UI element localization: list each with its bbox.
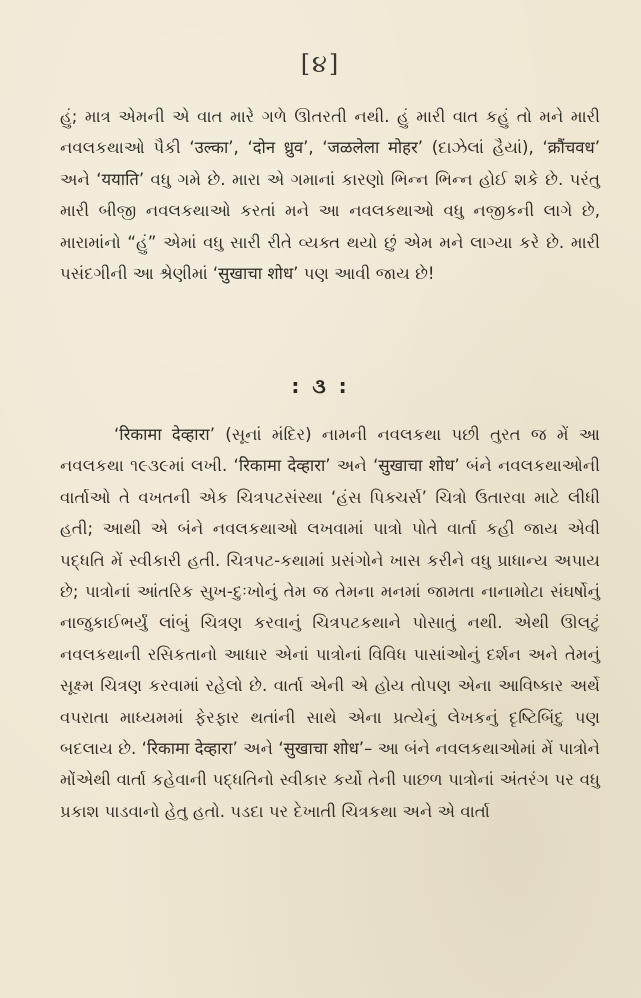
page-number: [૪] bbox=[300, 50, 341, 78]
paragraph-continued: હું; માત્ર એમની એ વાત મારે ગળે ઊતરતી નથી. હું મારી વાત કહું તો મને મારી નવલકથાઓ પૈકી ‘उल्का’, ‘दोन ध्रुव’, ‘जळलेला मोहर’ (દાઝેલાં હૈયાં), ‘क्रौंचवध’ અને ‘ययाति’ વધુ ગમે છે. મારા એ ગમાનાં કારણો ભિન્ન ભિન્ન હોઈ શકે છે. પરંતુ મારી બીજી નવલકથાઓ કરતાં મને આ નવલકથાઓ વધુ નજીકની લાગે છે, મારામાંનો “હું” એમાં વધુ સારી રીતે વ્યક્ત થયો છું એમ મને લાગ્યા કરે છે. મારી પસંદગીની આ શ્રેણીમાં ‘सुखाचा शोध’ પણ આવી જાય છે! bbox=[60, 107, 600, 284]
section-number: : ૩ : bbox=[291, 374, 350, 398]
paragraph-section-3: ‘रिकामा देव्हारा’ (સૂનાં મંદિર) નામની નવલકથા પછી તુરત જ મેં આ નવલકથા ૧૯૩૯માં લખી. ‘रिकामा देव्हारा’ અને ‘सुखाचा शोध’ બંને નવલકથાઓની વાર્તાઓ તે વખતની એક ચિત્રપટસંસ્થા ‘હંસ પિક્ચર્સ’ ચિત્રો ઉતારવા માટે લીધી હતી; આથી એ બંને નવલકથાઓ લખવામાં પાત્રો પોતે વાર્તા કહી જાય એવી પદ્ધતિ મેં સ્વીકારી હતી. ચિત્રપટ-કથામાં પ્રસંગોને ખાસ કરીને વધુ પ્રાધાન્ય અપાય છે; પાત્રોનાં આંતરિક સુખ-દુઃખોનું તેમ જ તેમના મનમાં જામતા નાનામોટા સંઘર્ષોનું નાજુકાઈભર્યું લાંબું ચિત્રણ કરવાનું ચિત્રપટકથાને પોસાતું નથી. એથી ઊલટું નવલકથાની રસિકતાનો આધાર એનાં પાત્રોનાં વિવિધ પાસાંઓનું દર્શન અને તેમનું સૂક્ષ્મ ચિત્રણ કરવામાં રહેલો છે. વાર્તા એની એ હોય તોપણ એના આવિષ્કાર અર્થે વપરાતા માધ્યમમાં ફેરફાર થતાંની સાથે એના પ્રત્યેનું લેખકનું દૃષ્ટિબિંદુ પણ બદલાય છે. ‘रिकामा देव्हारा’ અને ‘सुखाचा शोध’– આ બંને નવલકથાઓમાં મેં પાત્રોને મોંએથી વાર્તા કહેવાની પદ્ધતિનો સ્વીકાર કર્યો તેની પાછળ પાત્રોનાં અંતરંગ પર વધુ પ્રકાશ પાડવાનો હેતુ હતો. પડદા પર દેખાતી ચિત્રકથા અને એ વાર્તા bbox=[60, 425, 601, 821]
